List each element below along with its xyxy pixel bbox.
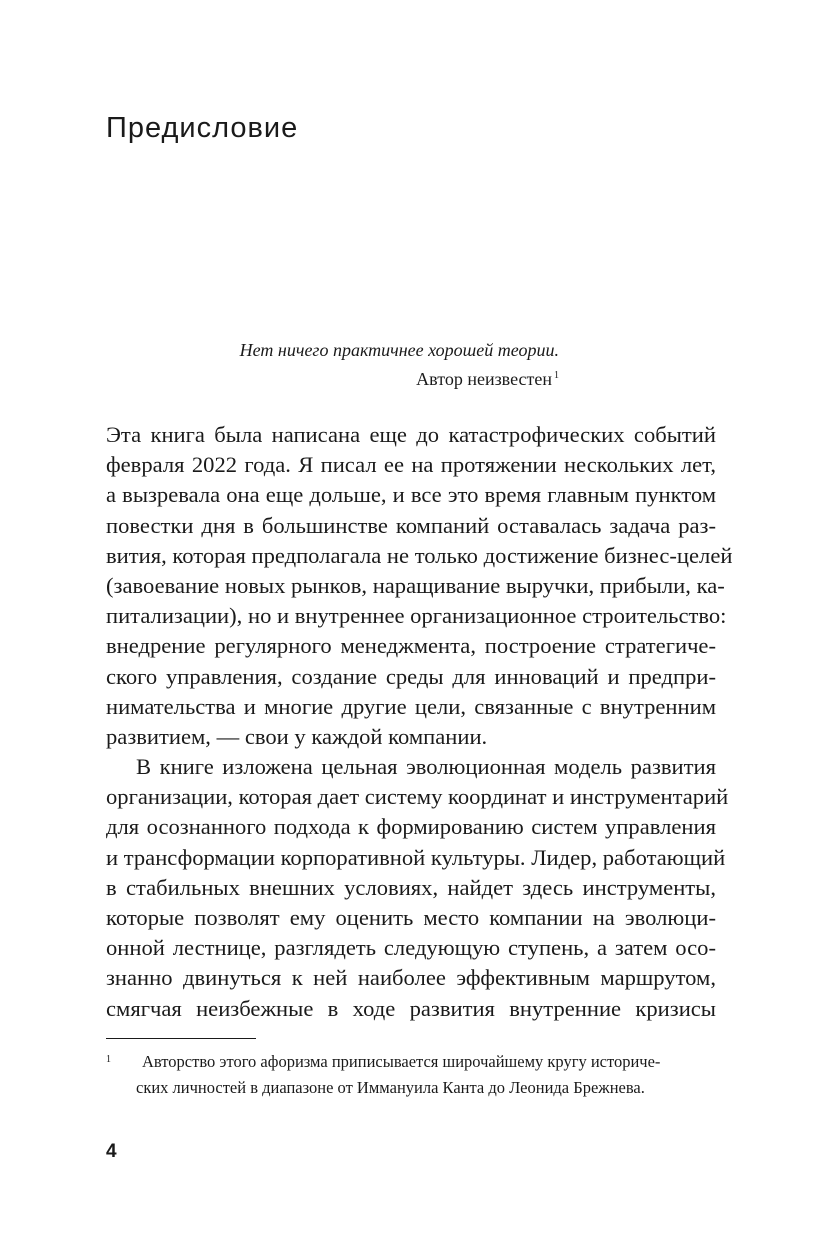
text-line: (завоевание новых рынков, наращивание выручки, прибыли, ка-: [106, 572, 725, 598]
footnote-divider: [106, 1038, 256, 1039]
text-line: Эта книга была написана еще до катастрофических событий: [106, 422, 716, 447]
text-line: и трансформации корпоративной культуры. Лидер, работающий: [106, 844, 726, 870]
footnote-line: Авторство этого афоризма приписывается широчайшему кругу историче-: [142, 1052, 661, 1071]
text-line: развитием, — свои у каждой компании.: [106, 723, 488, 749]
footnote-mark: 1: [106, 1054, 111, 1065]
text-line: знанно двинуться к ней наиболее эффективным маршрутом,: [106, 965, 716, 991]
text-line: в стабильных внешних условиях, найдет здесь инструменты,: [106, 874, 716, 900]
text-line: В книге изложена цельная эволюционная модель развития: [136, 754, 716, 780]
footnote-reference[interactable]: 1: [554, 370, 559, 381]
text-line: нимательства и многие другие цели, связанные с внутренним: [106, 693, 716, 719]
text-line: ского управления, создание среды для инноваций и предпри-: [106, 663, 716, 689]
footnote: [106, 1049, 716, 1101]
epigraph-author: Автор неизвестен: [416, 369, 552, 389]
footnote-line: ских личностей в диапазоне от Иммануила Канта до Леонида Брежнева.: [136, 1078, 645, 1097]
text-line: а вызревала она еще дольше, и все это время главным пунктом: [106, 482, 716, 508]
epigraph: [106, 336, 559, 394]
text-line: для осознанного подхода к формированию систем управления: [106, 814, 716, 840]
text-line: вития, которая предполагала не только достижение бизнес-целей: [106, 542, 733, 568]
text-line: питализации), но и внутреннее организационное строительство:: [106, 603, 727, 629]
body-text: [106, 420, 733, 1024]
text-line: февраля 2022 года. Я писал ее на протяжении нескольких лет,: [106, 452, 716, 478]
page-title: Предисловие: [106, 112, 299, 144]
text-line: повестки дня в большинстве компаний оставалась задача раз-: [106, 512, 716, 538]
epigraph-quote: Нет ничего практичнее хорошей теории.: [239, 340, 559, 360]
text-line: которые позволят ему оценить место компании на эволюци-: [106, 905, 716, 930]
text-line: организации, которая дает систему координат и инструментарий: [106, 784, 729, 810]
epigraph-attribution: [106, 365, 559, 394]
text-line: смягчая неизбежные в ходе развития внутренние кризисы: [106, 995, 716, 1021]
text-line: внедрение регулярного менеджмента, построение стратегиче-: [106, 633, 716, 659]
text-line: онной лестнице, разглядеть следующую ступень, а затем осо-: [106, 935, 716, 961]
page-number: 4: [106, 1141, 117, 1162]
